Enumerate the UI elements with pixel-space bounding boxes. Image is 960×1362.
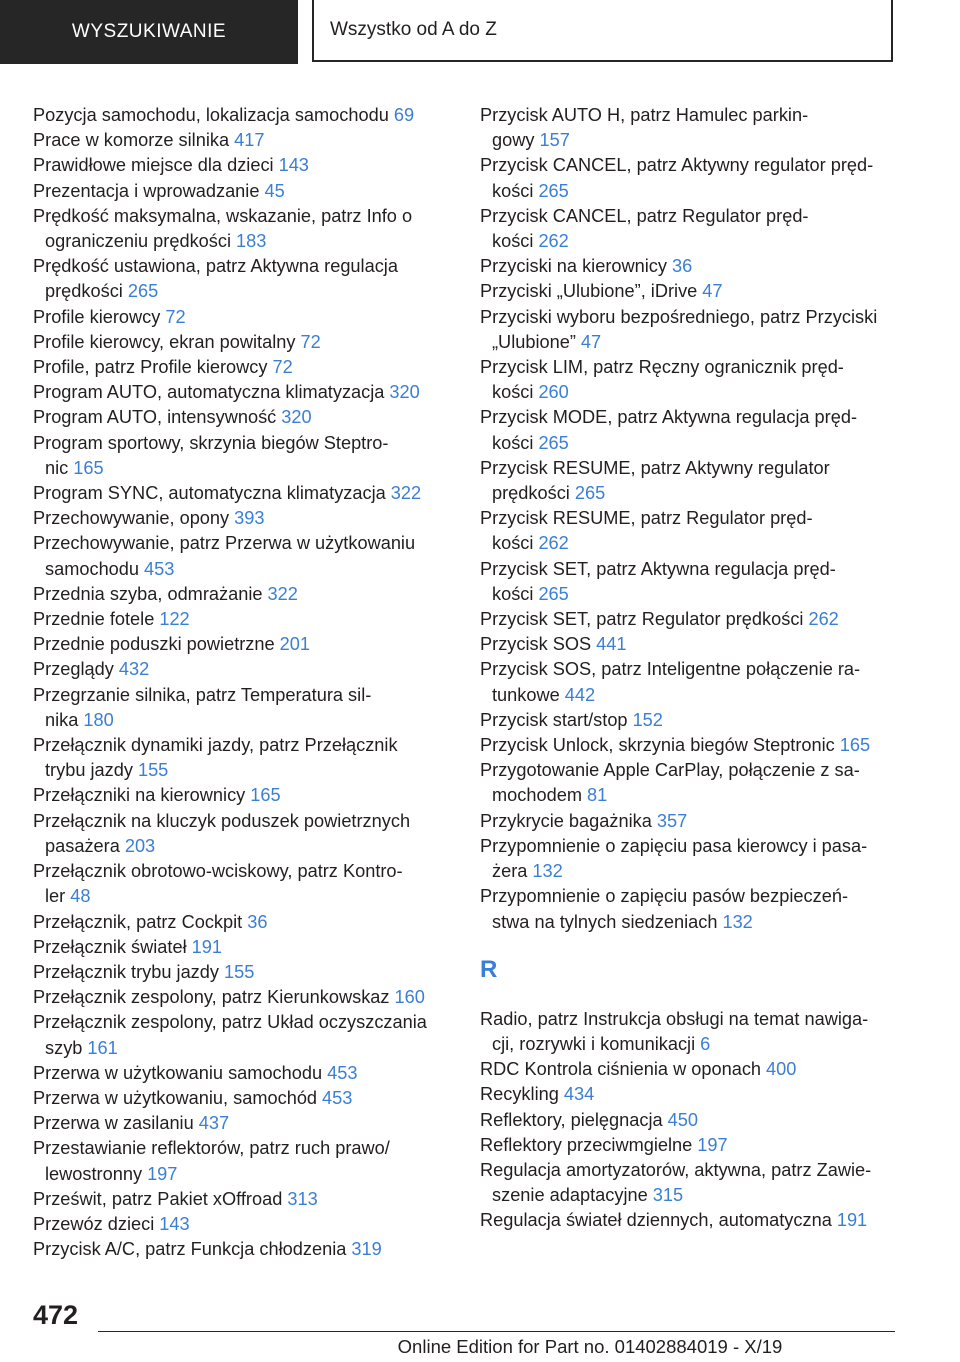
index-entry-text: „Ulubione” (492, 331, 576, 352)
index-entry (480, 758, 920, 808)
index-entry-text: Przycisk RESUME, patrz Aktywny regulator (480, 457, 830, 478)
page-reference-link[interactable]: 319 (351, 1239, 382, 1260)
index-entry-text: Prędkość maksymalna, wskazanie, patrz Info o (33, 205, 413, 226)
index-entry-text: żera (492, 861, 528, 882)
index-entry (33, 179, 453, 204)
page-reference-link[interactable]: 265 (538, 180, 569, 201)
page-reference-link[interactable]: 47 (702, 281, 723, 302)
index-entry-text: Przycisk MODE, patrz Aktywna regulacja pręd- (480, 407, 858, 428)
index-entry-text: Przełącznik świateł (33, 936, 187, 957)
index-entry-text: Profile kierowcy (33, 306, 161, 327)
page-reference-link[interactable]: 313 (287, 1188, 318, 1209)
index-entry (480, 279, 920, 304)
page-reference-link[interactable]: 122 (159, 609, 190, 630)
index-entry-text: trybu jazdy (45, 760, 133, 781)
index-entry-text: Program AUTO, intensywność (33, 407, 277, 428)
index-entry (480, 884, 920, 934)
index-entry-text: Przechowywanie, patrz Przerwa w użytkowaniu (33, 533, 416, 554)
index-entry (480, 1057, 920, 1082)
page-reference-link[interactable]: 165 (839, 735, 871, 756)
index-entry-text: nika (45, 709, 79, 730)
index-entry-text: lewostronny (45, 1163, 143, 1184)
index-entry (480, 1007, 920, 1057)
page-reference-link[interactable]: 45 (264, 180, 285, 201)
index-entry (33, 783, 453, 808)
page-reference-link[interactable]: 357 (656, 810, 688, 831)
index-entry (480, 657, 920, 707)
page-reference-link[interactable]: 72 (165, 306, 186, 327)
page-reference-link[interactable]: 165 (73, 457, 104, 478)
index-entry-text: Przełącznik obrotowo-wciskowy, patrz Kontro- (33, 861, 403, 882)
edition-note: Online Edition for Part no. 01402884019 - X/19 (397, 1336, 783, 1357)
index-entry-text: szyb (45, 1037, 83, 1058)
section-letter-r: R (480, 955, 498, 983)
index-entry-text: Przeglądy (33, 659, 114, 680)
page-reference-link[interactable]: 265 (127, 281, 159, 302)
page-reference-link[interactable]: 262 (538, 533, 569, 554)
page-reference-link[interactable]: 434 (563, 1084, 595, 1105)
index-entry-text: Prędkość ustawiona, patrz Aktywna regulacja (33, 256, 398, 277)
index-entry-text: Profile kierowcy, ekran powitalny (33, 331, 296, 352)
index-entry-text: Przerwa w zasilaniu (33, 1113, 194, 1134)
index-entry (33, 1212, 453, 1237)
index-column-left (33, 103, 453, 1262)
index-entry-text: Regulacja amortyzatorów, aktywna, patrz Zawie- (480, 1159, 872, 1180)
index-entry (33, 1111, 453, 1136)
index-entry-text: Przednie poduszki powietrzne (33, 634, 275, 655)
index-entry-text: Przypomnienie o zapięciu pasa kierowcy i pasa- (480, 835, 868, 856)
page-reference-link[interactable]: 152 (632, 709, 663, 730)
page-reference-link[interactable]: 161 (87, 1037, 118, 1058)
index-entry (480, 733, 920, 758)
index-entry (480, 557, 920, 607)
subsection-tab (312, 0, 893, 62)
index-entry-text: Program SYNC, automatyczna klimatyzacja (33, 483, 386, 504)
index-entry (33, 1187, 453, 1212)
index-entry (33, 405, 453, 430)
index-entry-text: Przestawianie reflektorów, patrz ruch prawo/ (33, 1138, 390, 1159)
index-entry-text: Prace w komorze silnika (33, 130, 230, 151)
page-reference-link[interactable]: 6 (700, 1033, 711, 1054)
page-reference-link[interactable]: 453 (144, 558, 175, 579)
index-entry (33, 1086, 453, 1111)
index-entry (33, 305, 453, 330)
page-reference-link[interactable]: 322 (390, 483, 422, 504)
page-reference-link[interactable]: 320 (389, 382, 420, 403)
page-reference-link[interactable]: 442 (564, 684, 596, 705)
index-entry (33, 103, 453, 128)
page-reference-link[interactable]: 441 (596, 634, 627, 655)
index-entry-text: Przewóz dzieci (33, 1213, 155, 1234)
index-entry (33, 204, 453, 254)
index-entry (480, 254, 920, 279)
index-entry-text: kości (492, 231, 534, 252)
index-entry-text: stwa na tylnych siedzeniach (492, 911, 718, 932)
page-reference-link[interactable]: 450 (667, 1109, 699, 1130)
index-entry-text: Przednie fotele (33, 609, 155, 630)
index-entry (33, 1237, 453, 1262)
index-entry-text: Przyciski „Ulubione”, iDrive (480, 281, 698, 302)
page-reference-link[interactable]: 417 (234, 130, 265, 151)
index-entry (480, 1158, 920, 1208)
index-entry (33, 632, 453, 657)
index-entry-text: Przycisk start/stop (480, 709, 628, 730)
index-entry (33, 380, 453, 405)
index-entry-text: Przycisk LIM, patrz Ręczny ogranicznik pręd- (480, 357, 844, 378)
index-entry-text: Przyciski wyboru bezpośredniego, patrz Przyciski (480, 306, 878, 327)
page-reference-link[interactable]: 453 (327, 1062, 358, 1083)
index-entry (480, 834, 920, 884)
index-entry-text: gowy (492, 130, 535, 151)
index-entry-text: Przerwa w użytkowaniu, samochód (33, 1087, 318, 1108)
index-entry-text: Przechowywanie, opony (33, 508, 230, 529)
index-entry-text: Recykling (480, 1084, 559, 1105)
index-entry-text: Przykrycie bagażnika (480, 810, 652, 831)
index-entry (33, 809, 453, 859)
index-entry-text: Reflektory przeciwmgielne (480, 1134, 693, 1155)
index-entry (480, 1133, 920, 1158)
index-entry-text: prędkości (45, 281, 123, 302)
page-reference-link[interactable]: 180 (83, 709, 114, 730)
page-reference-link[interactable]: 322 (267, 583, 298, 604)
index-entry-text: Reflektory, pielęgnacja (480, 1109, 663, 1130)
index-entry (480, 1208, 920, 1233)
index-entry-text: Program sportowy, skrzynia biegów Steptro- (33, 432, 389, 453)
index-entry-text: Przełącznik zespolony, patrz Kierunkowskaz (33, 987, 390, 1008)
index-entry (33, 683, 453, 733)
index-entry-text: pasażera (45, 835, 120, 856)
index-entry-text: Radio, patrz Instrukcja obsługi na temat nawiga- (480, 1008, 869, 1029)
index-entry (33, 733, 453, 783)
index-entry-text: Przegrzanie silnika, patrz Temperatura sil- (33, 684, 372, 705)
index-entry-text: Przycisk CANCEL, patrz Aktywny regulator pręd- (480, 155, 874, 176)
index-entry-text: kości (492, 432, 534, 453)
index-entry-text: kości (492, 583, 534, 604)
index-entry (480, 506, 920, 556)
index-entry (33, 985, 453, 1010)
index-entry (480, 607, 920, 632)
index-entry-text: Przycisk CANCEL, patrz Regulator pręd- (480, 205, 809, 226)
index-entry-text: ograniczeniu prędkości (45, 231, 232, 252)
index-entry (480, 355, 920, 405)
index-entry-text: Przełącznik dynamiki jazdy, patrz Przełącznik (33, 735, 398, 756)
page-reference-link[interactable]: 155 (224, 961, 255, 982)
index-entry (480, 305, 920, 355)
page-reference-link[interactable]: 36 (247, 911, 268, 932)
page-reference-link[interactable]: 72 (272, 357, 293, 378)
page-reference-link[interactable]: 132 (722, 911, 753, 932)
index-entry-text: Przygotowanie Apple CarPlay, połączenie z sa- (480, 760, 860, 781)
index-entry-text: kości (492, 180, 534, 201)
index-column-right (480, 103, 920, 1234)
index-entry-text: mochodem (492, 785, 582, 806)
index-entry-text: Prezentacja i wprowadzanie (33, 180, 260, 201)
index-entry-text: Przyciski na kierownicy (480, 256, 667, 277)
page-reference-link[interactable]: 265 (574, 483, 606, 504)
index-entry (33, 330, 453, 355)
page-reference-link[interactable]: 143 (159, 1213, 190, 1234)
index-entry (33, 910, 453, 935)
index-entry (33, 859, 453, 909)
index-entry-text: Przycisk SOS, patrz Inteligentne połączenie ra- (480, 659, 861, 680)
index-entry-text: Przednia szyba, odmrażanie (33, 583, 263, 604)
index-entry (33, 607, 453, 632)
index-entry-text: Przycisk SOS (480, 634, 592, 655)
index-entry (33, 960, 453, 985)
index-entry-text: samochodu (45, 558, 140, 579)
index-entry (33, 431, 453, 481)
index-entry-text: tunkowe (492, 684, 560, 705)
page-reference-link[interactable]: 262 (538, 231, 569, 252)
index-entry-text: Program AUTO, automatyczna klimatyzacja (33, 382, 385, 403)
index-entry-text: Pozycja samochodu, lokalizacja samochodu (33, 105, 389, 125)
index-entry-text: Przycisk AUTO H, patrz Hamulec parkin- (480, 105, 809, 125)
index-entry (33, 481, 453, 506)
index-entry-text: Przycisk SET, patrz Regulator prędkości (480, 609, 804, 630)
page-reference-link[interactable]: 191 (191, 936, 222, 957)
page-reference-link[interactable]: 393 (234, 508, 265, 529)
page-reference-link[interactable]: 201 (279, 634, 310, 655)
page-reference-link[interactable]: 47 (580, 331, 602, 352)
index-entry (33, 1061, 453, 1086)
index-entry-text: Prawidłowe miejsce dla dzieci (33, 155, 274, 176)
index-entry-text: Przełącznik na kluczyk poduszek powietrznych (33, 810, 411, 831)
page-reference-link[interactable]: 203 (124, 835, 156, 856)
index-entry (33, 1136, 453, 1186)
section-tab-label: WYSZUKIWANIE (71, 21, 227, 42)
index-entry (480, 103, 920, 153)
page-reference-link[interactable]: 260 (538, 382, 569, 403)
page-reference-link[interactable]: 69 (393, 105, 415, 125)
index-entry (480, 204, 920, 254)
index-entry (33, 1010, 453, 1060)
index-entry (33, 128, 453, 153)
index-entry-text: cji, rozrywki i komunikacji (492, 1033, 696, 1054)
footer-divider (98, 1331, 895, 1332)
page-reference-link[interactable]: 262 (808, 609, 839, 630)
index-entry (480, 1108, 920, 1133)
index-entry (33, 935, 453, 960)
index-entry (480, 632, 920, 657)
index-entry-text: Przełącznik, patrz Cockpit (33, 911, 243, 932)
index-entry (33, 254, 453, 304)
index-entry (33, 531, 453, 581)
page-reference-link[interactable]: 432 (118, 659, 150, 680)
page-reference-link[interactable]: 132 (532, 861, 563, 882)
index-entry-text: prędkości (492, 483, 570, 504)
page-number: 472 (33, 1300, 79, 1330)
page-reference-link[interactable]: 48 (70, 886, 91, 907)
index-entry-text: kości (492, 382, 534, 403)
page-reference-link[interactable]: 157 (539, 130, 570, 151)
index-entry (480, 153, 920, 203)
index-entry-text: ler (45, 886, 66, 907)
page-reference-link[interactable]: 437 (198, 1113, 230, 1134)
index-entry-text: Przełączniki na kierownicy (33, 785, 246, 806)
page-reference-link[interactable]: 400 (766, 1059, 797, 1080)
index-entry-text: Regulacja świateł dziennych, automatyczna (480, 1210, 832, 1231)
index-entry (480, 708, 920, 733)
index-entry (33, 506, 453, 531)
page-reference-link[interactable]: 143 (278, 155, 309, 176)
page-reference-link[interactable]: 165 (250, 785, 281, 806)
index-entry (33, 582, 453, 607)
section-tab (0, 0, 298, 64)
page-reference-link[interactable]: 183 (236, 231, 267, 252)
page-reference-link[interactable]: 155 (137, 760, 169, 781)
index-entry-text: Profile, patrz Profile kierowcy (33, 357, 268, 378)
index-entry (480, 809, 920, 834)
page-reference-link[interactable]: 160 (394, 987, 425, 1008)
page-reference-link[interactable]: 453 (322, 1087, 353, 1108)
index-entry (33, 153, 453, 178)
index-entry-text: Przycisk A/C, patrz Funkcja chłodzenia (33, 1239, 347, 1260)
page-reference-link[interactable]: 81 (586, 785, 608, 806)
index-entry-text: szenie adaptacyjne (492, 1185, 648, 1206)
index-entry-text: Przypomnienie o zapięciu pasów bezpieczeń- (480, 886, 848, 907)
page-reference-link[interactable]: 197 (147, 1163, 178, 1184)
index-entry-text: Przycisk Unlock, skrzynia biegów Steptronic (480, 735, 835, 756)
index-entry-text: Przełącznik zespolony, patrz Układ oczyszczania (33, 1012, 427, 1033)
index-entry-text: Przełącznik trybu jazdy (33, 961, 219, 982)
page-reference-link[interactable]: 191 (836, 1210, 868, 1231)
index-entry-text: Prześwit, patrz Pakiet xOffroad (33, 1188, 283, 1209)
index-entry-text: RDC Kontrola ciśnienia w oponach (480, 1059, 762, 1080)
page-reference-link[interactable]: 72 (300, 331, 321, 352)
page-reference-link[interactable]: 36 (671, 256, 693, 277)
page-reference-link[interactable]: 265 (538, 432, 569, 453)
index-entry-text: Przerwa w użytkowaniu samochodu (33, 1062, 323, 1083)
page-reference-link[interactable]: 320 (281, 407, 312, 428)
index-entry-text: kości (492, 533, 534, 554)
subsection-tab-label: Wszystko od A do Z (330, 19, 497, 40)
index-entry (33, 355, 453, 380)
index-entry-text: Przycisk SET, patrz Aktywna regulacja pręd- (480, 558, 836, 579)
page-reference-link[interactable]: 197 (697, 1134, 728, 1155)
index-entry (33, 657, 453, 682)
index-entry (480, 456, 920, 506)
page-reference-link[interactable]: 315 (652, 1185, 684, 1206)
index-entry-text: Przycisk RESUME, patrz Regulator pręd- (480, 508, 813, 529)
page-reference-link[interactable]: 265 (538, 583, 569, 604)
index-entry (480, 1082, 920, 1107)
index-entry (480, 405, 920, 455)
index-entry-text: nic (45, 457, 69, 478)
